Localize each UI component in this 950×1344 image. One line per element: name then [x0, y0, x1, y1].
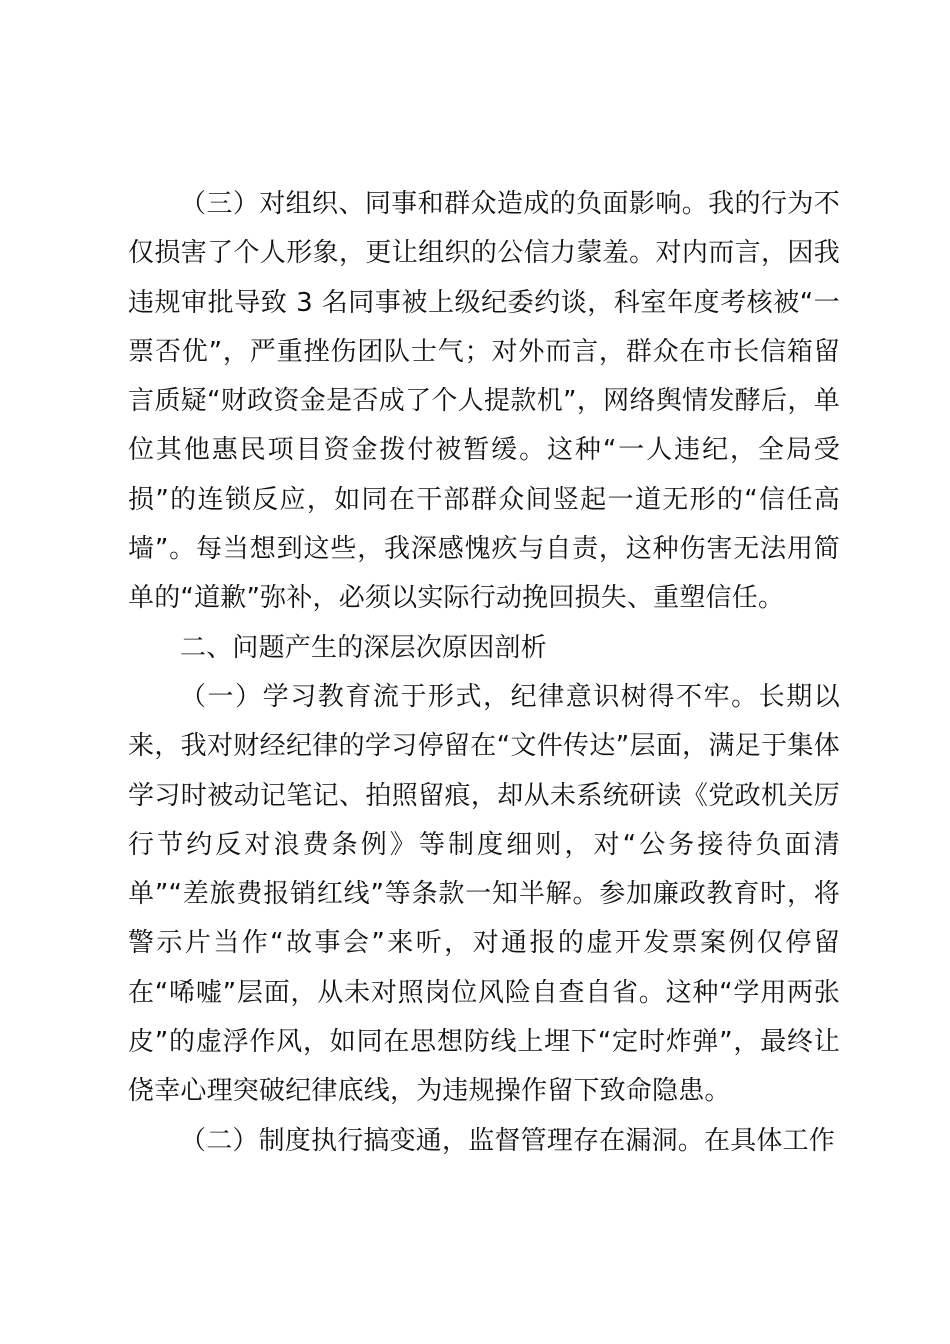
section-heading-root-causes: 二、问题产生的深层次原因剖析 — [180, 632, 547, 663]
paragraph-negative-impact: （三）对组织、同事和群众造成的负面影响。我的行为不仅损害了个人形象，更让组织的公信力蒙羞。对内而言，因我违规审批导致 3 名同事被上级纪委约谈，科室年度考核被“一票否优”，严重挫伤团队士气；对外而言，群众在市长信箱留言质疑“财政资金是否成了个人提款机”，网络舆情发酵后，单位其他惠民项目资金拨付被暂缓。这种“一人违纪，全局受损”的连锁反应，如同在干部群众间竖起一道无形的“信任高墙”。每当想到这些，我深感愧疚与自责，这种伤害无法用简单的“道歉”弥补，必须以实际行动挽回损失、重塑信任。 — [128, 189, 840, 614]
paragraph-system-execution: （二）制度执行搞变通，监督管理存在漏洞。在具体工作 — [180, 1125, 836, 1156]
paragraph-study-formalism: （一）学习教育流于形式，纪律意识树得不牢。长期以来，我对财经纪律的学习停留在“文件传达”层面，满足于集体学习时被动记笔记、拍照留痕，却从未系统研读《党政机关厉行节约反对浪费条例》等制度细则，对“公务接待负面清单”“差旅费报销红线”等条款一知半解。参加廉政教育时，将警示片当作“故事会”来听，对通报的虚开发票案例仅停留在“唏嘘”层面，从未对照岗位风险自查自省。这种“学用两张皮”的虚浮作风，如同在思想防线上埋下“定时炸弹”，最终让侥幸心理突破纪律底线，为违规操作留下致命隐患。 — [128, 681, 840, 1107]
document-body — [128, 180, 840, 1166]
